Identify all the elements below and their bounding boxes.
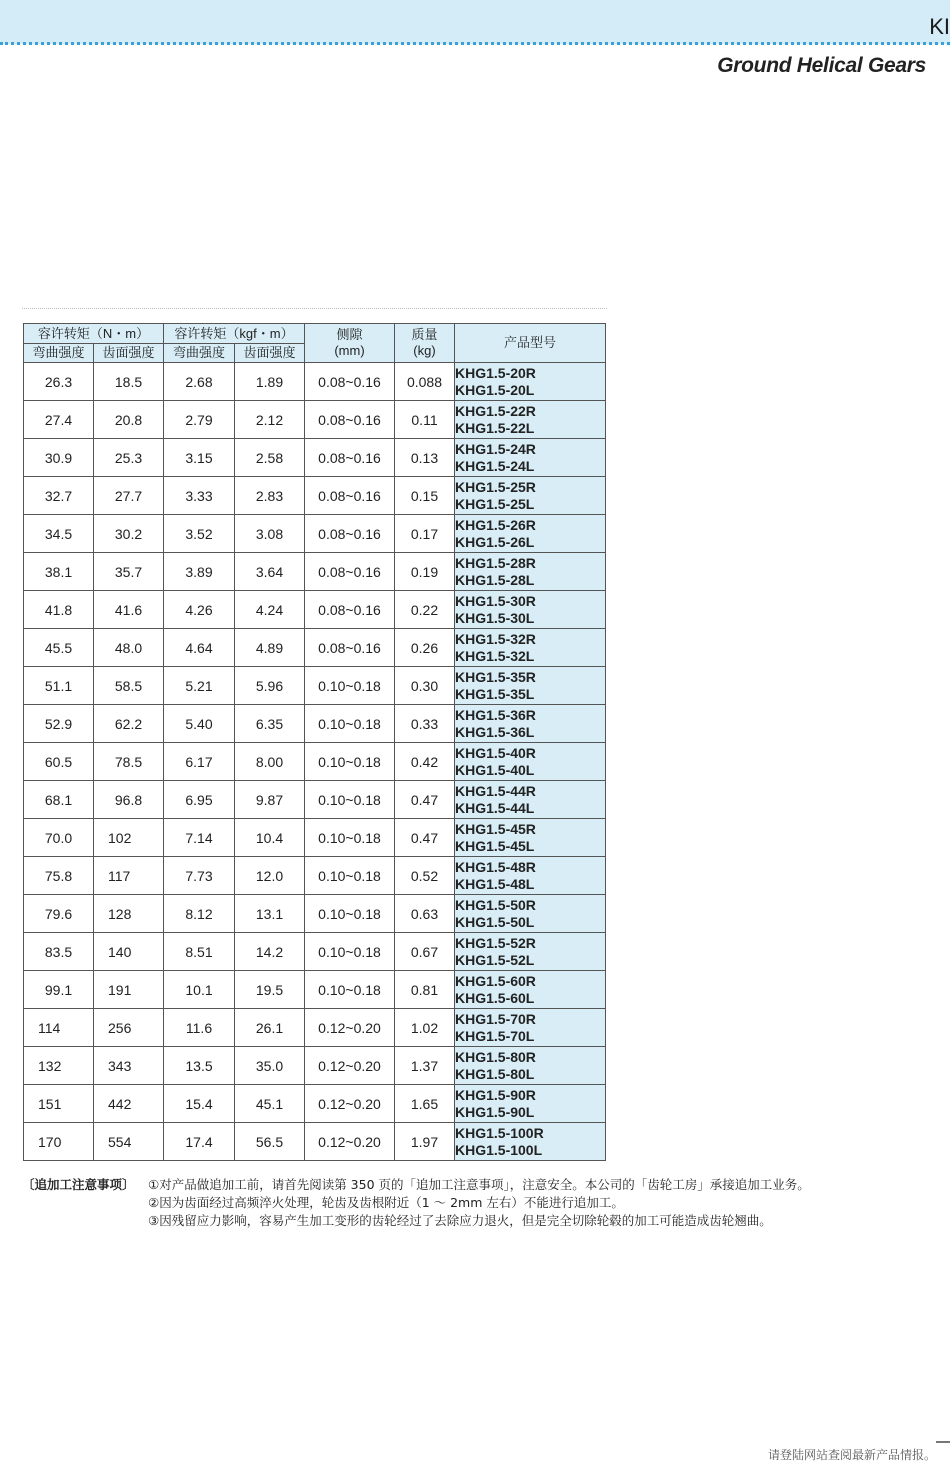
cell-bending-nm: 114: [24, 1009, 94, 1047]
cell-model: [455, 1047, 606, 1085]
table-row: [24, 515, 606, 553]
table-row: [24, 553, 606, 591]
model-right-hand: KHG1.5-26R: [455, 516, 536, 533]
cell-bending-kgfm: 17.4: [164, 1123, 235, 1161]
header-bending-nm: 弯曲强度: [24, 344, 94, 363]
cell-model: [455, 401, 606, 439]
model-right-hand: KHG1.5-20R: [455, 364, 536, 381]
cell-backlash: 0.10~0.18: [305, 895, 395, 933]
model-right-hand: KHG1.5-50R: [455, 896, 536, 913]
cell-backlash: 0.10~0.18: [305, 667, 395, 705]
model-left-hand: KHG1.5-48L: [455, 875, 535, 892]
cell-bending-kgfm: 2.68: [164, 363, 235, 401]
cell-surface-kgfm: 12.0: [235, 857, 305, 895]
model-right-hand: KHG1.5-22R: [455, 402, 536, 419]
cell-surface-kgfm: 6.35: [235, 705, 305, 743]
divider: [22, 308, 607, 309]
cell-bending-nm: 60.5: [24, 743, 94, 781]
cell-bending-kgfm: 3.52: [164, 515, 235, 553]
cell-mass: 0.30: [395, 667, 455, 705]
top-band: [0, 0, 950, 44]
cell-backlash: 0.08~0.16: [305, 629, 395, 667]
cell-surface-nm: 554: [94, 1123, 164, 1161]
cell-model: [455, 591, 606, 629]
model-left-hand: KHG1.5-45L: [455, 837, 535, 854]
cell-surface-nm: 140: [94, 933, 164, 971]
cell-model: [455, 667, 606, 705]
cell-backlash: 0.10~0.18: [305, 743, 395, 781]
cell-backlash: 0.10~0.18: [305, 971, 395, 1009]
table-row: [24, 1123, 606, 1161]
cell-surface-nm: 48.0: [94, 629, 164, 667]
cell-bending-kgfm: 4.26: [164, 591, 235, 629]
cell-bending-nm: 51.1: [24, 667, 94, 705]
table-row: [24, 1047, 606, 1085]
cell-bending-nm: 45.5: [24, 629, 94, 667]
model-left-hand: KHG1.5-50L: [455, 913, 535, 930]
cell-surface-nm: 128: [94, 895, 164, 933]
cell-bending-kgfm: 7.73: [164, 857, 235, 895]
cell-mass: 0.63: [395, 895, 455, 933]
cell-model: [455, 857, 606, 895]
cell-model: [455, 819, 606, 857]
table-body: [24, 363, 606, 1161]
cell-backlash: 0.08~0.16: [305, 553, 395, 591]
cell-bending-kgfm: 2.79: [164, 401, 235, 439]
cell-surface-kgfm: 3.08: [235, 515, 305, 553]
cell-bending-nm: 151: [24, 1085, 94, 1123]
footer-rule: [936, 1441, 950, 1443]
cell-surface-nm: 27.7: [94, 477, 164, 515]
top-band-dotted-rule: [0, 42, 950, 45]
cell-surface-nm: 343: [94, 1047, 164, 1085]
cell-bending-nm: 32.7: [24, 477, 94, 515]
header-surface-nm: 齿面强度: [94, 344, 164, 363]
note-line: ③因残留应力影响，容易产生加工变形的齿轮经过了去除应力退火，但是完全切除轮毂的加工可能造成齿轮翘曲。: [148, 1213, 772, 1228]
header-surface-kgfm: 齿面强度: [235, 344, 305, 363]
cell-surface-nm: 20.8: [94, 401, 164, 439]
model-left-hand: KHG1.5-20L: [455, 381, 535, 398]
cell-bending-kgfm: 4.64: [164, 629, 235, 667]
cell-surface-kgfm: 45.1: [235, 1085, 305, 1123]
cell-model: [455, 629, 606, 667]
cell-mass: 0.33: [395, 705, 455, 743]
cell-mass: 1.02: [395, 1009, 455, 1047]
cell-bending-kgfm: 3.33: [164, 477, 235, 515]
model-left-hand: KHG1.5-36L: [455, 723, 535, 740]
cell-model: [455, 1009, 606, 1047]
model-left-hand: KHG1.5-52L: [455, 951, 535, 968]
cell-mass: 0.47: [395, 819, 455, 857]
cell-surface-kgfm: 13.1: [235, 895, 305, 933]
cell-backlash: 0.12~0.20: [305, 1085, 395, 1123]
table-row: [24, 819, 606, 857]
model-right-hand: KHG1.5-48R: [455, 858, 536, 875]
cell-bending-nm: 38.1: [24, 553, 94, 591]
model-left-hand: KHG1.5-25L: [455, 495, 535, 512]
cell-bending-nm: 79.6: [24, 895, 94, 933]
header-torque-nm: 容许转矩（N・m）: [24, 324, 164, 344]
cell-surface-kgfm: 10.4: [235, 819, 305, 857]
model-left-hand: KHG1.5-44L: [455, 799, 535, 816]
cell-mass: 0.52: [395, 857, 455, 895]
cell-surface-kgfm: 8.00: [235, 743, 305, 781]
header-backlash: 侧隙 (mm): [305, 324, 395, 363]
cell-mass: 0.17: [395, 515, 455, 553]
table-row: [24, 743, 606, 781]
table-row: [24, 591, 606, 629]
cell-bending-nm: 132: [24, 1047, 94, 1085]
cell-bending-kgfm: 5.21: [164, 667, 235, 705]
cell-surface-kgfm: 3.64: [235, 553, 305, 591]
cell-model: [455, 477, 606, 515]
cell-surface-nm: 96.8: [94, 781, 164, 819]
cell-surface-kgfm: 5.96: [235, 667, 305, 705]
catalog-corner-tab: KI: [929, 14, 950, 39]
model-left-hand: KHG1.5-90L: [455, 1103, 535, 1120]
model-left-hand: KHG1.5-28L: [455, 571, 535, 588]
cell-model: [455, 781, 606, 819]
footer-note: 请登陆网站查阅最新产品情报。: [767, 1448, 936, 1462]
cell-model: [455, 553, 606, 591]
table-row: [24, 363, 606, 401]
cell-bending-kgfm: 3.15: [164, 439, 235, 477]
cell-bending-kgfm: 11.6: [164, 1009, 235, 1047]
cell-backlash: 0.10~0.18: [305, 933, 395, 971]
cell-surface-kgfm: 4.89: [235, 629, 305, 667]
cell-mass: 0.81: [395, 971, 455, 1009]
table-row: [24, 667, 606, 705]
cell-mass: 0.22: [395, 591, 455, 629]
note-line: ①对产品做追加工前，请首先阅读第 350 页的「追加工注意事项」，注意安全。本公司的「齿轮工房」承接追加工业务。: [148, 1177, 810, 1192]
cell-surface-nm: 30.2: [94, 515, 164, 553]
model-left-hand: KHG1.5-22L: [455, 419, 535, 436]
model-right-hand: KHG1.5-52R: [455, 934, 536, 951]
model-left-hand: KHG1.5-24L: [455, 457, 535, 474]
cell-model: [455, 515, 606, 553]
cell-surface-nm: 35.7: [94, 553, 164, 591]
cell-backlash: 0.08~0.16: [305, 363, 395, 401]
header-model: 产品型号: [455, 324, 606, 363]
cell-surface-kgfm: 26.1: [235, 1009, 305, 1047]
cell-surface-nm: 58.5: [94, 667, 164, 705]
table-row: [24, 781, 606, 819]
cell-mass: 1.97: [395, 1123, 455, 1161]
cell-surface-kgfm: 19.5: [235, 971, 305, 1009]
cell-surface-nm: 78.5: [94, 743, 164, 781]
table-row: [24, 705, 606, 743]
model-right-hand: KHG1.5-44R: [455, 782, 536, 799]
cell-mass: 0.15: [395, 477, 455, 515]
table-row: [24, 1009, 606, 1047]
cell-surface-nm: 102: [94, 819, 164, 857]
cell-bending-nm: 68.1: [24, 781, 94, 819]
cell-model: [455, 971, 606, 1009]
notes-label: 〔追加工注意事项〕: [22, 1177, 135, 1192]
cell-model: [455, 705, 606, 743]
cell-backlash: 0.08~0.16: [305, 401, 395, 439]
table-row: [24, 439, 606, 477]
cell-bending-nm: 27.4: [24, 401, 94, 439]
model-right-hand: KHG1.5-32R: [455, 630, 536, 647]
model-left-hand: KHG1.5-40L: [455, 761, 535, 778]
cell-mass: 0.19: [395, 553, 455, 591]
cell-mass: 1.65: [395, 1085, 455, 1123]
cell-bending-kgfm: 3.89: [164, 553, 235, 591]
cell-bending-nm: 41.8: [24, 591, 94, 629]
cell-surface-nm: 117: [94, 857, 164, 895]
cell-surface-kgfm: 14.2: [235, 933, 305, 971]
table-row: [24, 477, 606, 515]
cell-bending-kgfm: 13.5: [164, 1047, 235, 1085]
cell-surface-kgfm: 35.0: [235, 1047, 305, 1085]
cell-bending-kgfm: 8.12: [164, 895, 235, 933]
cell-bending-nm: 52.9: [24, 705, 94, 743]
model-right-hand: KHG1.5-24R: [455, 440, 536, 457]
cell-surface-kgfm: 2.83: [235, 477, 305, 515]
cell-bending-nm: 70.0: [24, 819, 94, 857]
model-left-hand: KHG1.5-100L: [455, 1141, 543, 1158]
cell-backlash: 0.10~0.18: [305, 819, 395, 857]
cell-backlash: 0.10~0.18: [305, 781, 395, 819]
cell-surface-kgfm: 56.5: [235, 1123, 305, 1161]
cell-backlash: 0.12~0.20: [305, 1123, 395, 1161]
cell-backlash: 0.08~0.16: [305, 591, 395, 629]
cell-bending-nm: 30.9: [24, 439, 94, 477]
table-row: [24, 857, 606, 895]
cell-model: [455, 1085, 606, 1123]
model-right-hand: KHG1.5-45R: [455, 820, 536, 837]
model-right-hand: KHG1.5-25R: [455, 478, 536, 495]
model-right-hand: KHG1.5-100R: [455, 1124, 544, 1141]
model-left-hand: KHG1.5-70L: [455, 1027, 535, 1044]
model-left-hand: KHG1.5-32L: [455, 647, 535, 664]
cell-model: [455, 895, 606, 933]
cell-surface-kgfm: 2.58: [235, 439, 305, 477]
cell-surface-kgfm: 2.12: [235, 401, 305, 439]
table-row: [24, 1085, 606, 1123]
cell-mass: 0.67: [395, 933, 455, 971]
cell-bending-kgfm: 5.40: [164, 705, 235, 743]
cell-surface-kgfm: 1.89: [235, 363, 305, 401]
header-mass: 质量 (kg): [395, 324, 455, 363]
cell-backlash: 0.12~0.20: [305, 1009, 395, 1047]
model-left-hand: KHG1.5-60L: [455, 989, 535, 1006]
header-bending-kgfm: 弯曲强度: [164, 344, 235, 363]
cell-bending-kgfm: 6.95: [164, 781, 235, 819]
cell-mass: 0.26: [395, 629, 455, 667]
model-left-hand: KHG1.5-35L: [455, 685, 535, 702]
table-row: [24, 933, 606, 971]
cell-surface-kgfm: 4.24: [235, 591, 305, 629]
cell-surface-kgfm: 9.87: [235, 781, 305, 819]
cell-surface-nm: 191: [94, 971, 164, 1009]
cell-bending-nm: 99.1: [24, 971, 94, 1009]
cell-bending-kgfm: 6.17: [164, 743, 235, 781]
cell-bending-nm: 75.8: [24, 857, 94, 895]
spec-table: [23, 323, 606, 1161]
model-right-hand: KHG1.5-70R: [455, 1010, 536, 1027]
cell-mass: 0.13: [395, 439, 455, 477]
model-left-hand: KHG1.5-80L: [455, 1065, 535, 1082]
model-right-hand: KHG1.5-35R: [455, 668, 536, 685]
table-row: [24, 895, 606, 933]
cell-mass: 0.47: [395, 781, 455, 819]
cell-bending-kgfm: 15.4: [164, 1085, 235, 1123]
cell-backlash: 0.10~0.18: [305, 705, 395, 743]
cell-mass: 0.11: [395, 401, 455, 439]
table-row: [24, 629, 606, 667]
cell-model: [455, 743, 606, 781]
cell-mass: 1.37: [395, 1047, 455, 1085]
cell-surface-nm: 62.2: [94, 705, 164, 743]
cell-model: [455, 933, 606, 971]
model-right-hand: KHG1.5-60R: [455, 972, 536, 989]
table-row: [24, 971, 606, 1009]
cell-bending-nm: 83.5: [24, 933, 94, 971]
cell-model: [455, 363, 606, 401]
model-right-hand: KHG1.5-30R: [455, 592, 536, 609]
cell-bending-kgfm: 7.14: [164, 819, 235, 857]
cell-surface-nm: 18.5: [94, 363, 164, 401]
model-right-hand: KHG1.5-80R: [455, 1048, 536, 1065]
model-right-hand: KHG1.5-36R: [455, 706, 536, 723]
cell-surface-nm: 41.6: [94, 591, 164, 629]
table-row: [24, 401, 606, 439]
cell-model: [455, 439, 606, 477]
cell-mass: 0.088: [395, 363, 455, 401]
page-title: Ground Helical Gears: [717, 54, 926, 77]
cell-bending-nm: 26.3: [24, 363, 94, 401]
cell-backlash: 0.12~0.20: [305, 1047, 395, 1085]
cell-bending-kgfm: 10.1: [164, 971, 235, 1009]
cell-surface-nm: 256: [94, 1009, 164, 1047]
cell-backlash: 0.08~0.16: [305, 515, 395, 553]
cell-model: [455, 1123, 606, 1161]
cell-surface-nm: 25.3: [94, 439, 164, 477]
header-torque-kgfm: 容许转矩（kgf・m）: [164, 324, 305, 344]
note-line: ②因为齿面经过高频淬火处理，轮齿及齿根附近（1 ～ 2mm 左右）不能进行追加工。: [148, 1195, 624, 1210]
cell-backlash: 0.08~0.16: [305, 439, 395, 477]
cell-surface-nm: 442: [94, 1085, 164, 1123]
cell-bending-nm: 34.5: [24, 515, 94, 553]
model-right-hand: KHG1.5-40R: [455, 744, 536, 761]
model-right-hand: KHG1.5-28R: [455, 554, 536, 571]
model-right-hand: KHG1.5-90R: [455, 1086, 536, 1103]
cell-mass: 0.42: [395, 743, 455, 781]
cell-backlash: 0.10~0.18: [305, 857, 395, 895]
cell-backlash: 0.08~0.16: [305, 477, 395, 515]
cell-bending-kgfm: 8.51: [164, 933, 235, 971]
cell-bending-nm: 170: [24, 1123, 94, 1161]
model-left-hand: KHG1.5-26L: [455, 533, 535, 550]
model-left-hand: KHG1.5-30L: [455, 609, 535, 626]
